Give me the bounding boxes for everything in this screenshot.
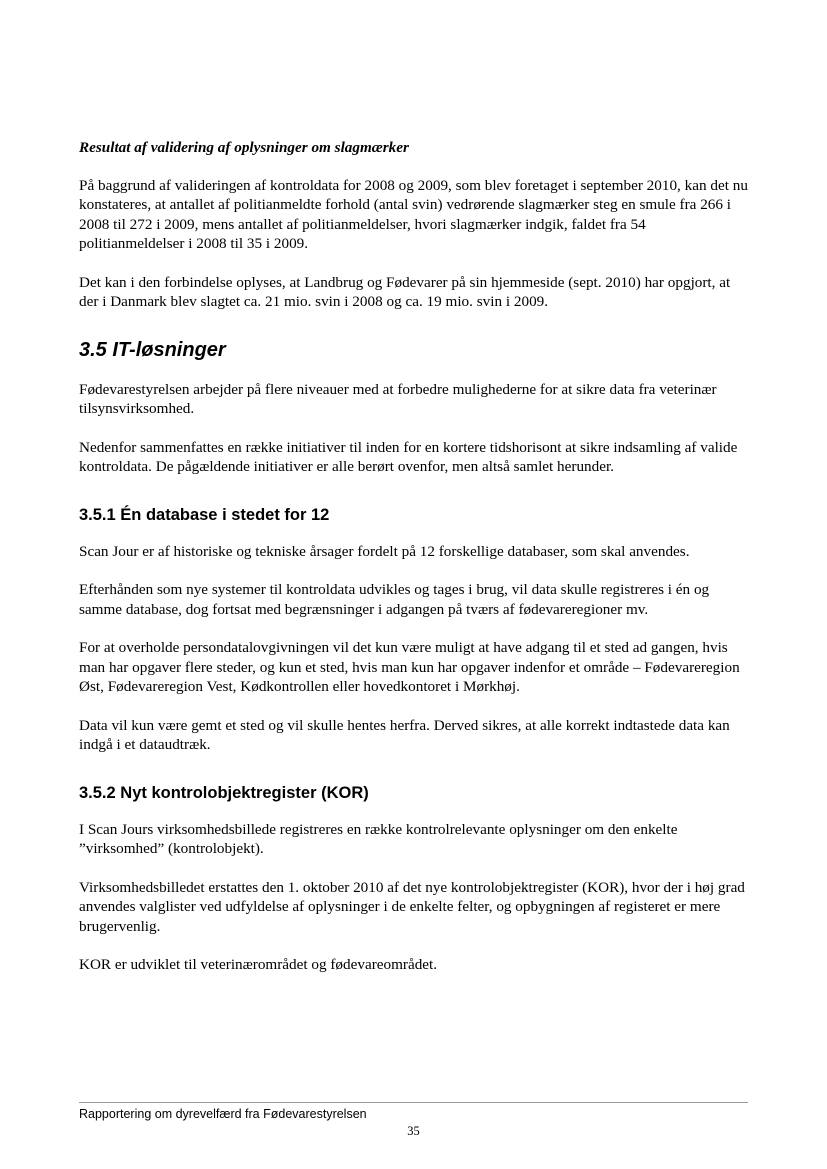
footer-text: Rapportering om dyrevelfærd fra Fødevarestyrelsen bbox=[79, 1107, 367, 1121]
section-3-5-2-paragraph-1: I Scan Jours virksomhedsbillede registreres en række kontrolrelevante oplysninger om den enkelte ”virksomhed” (kontrolobjekt). bbox=[79, 820, 678, 857]
intro-paragraph-2: Det kan i den forbindelse oplyses, at Landbrug og Fødevarer på sin hjemmeside (sept. 2010) har opgjort, at der i Danmark blev slagtet ca. 21 mio. svin i 2008 og ca. 19 mio. svin i 2009. bbox=[79, 273, 731, 310]
section-heading-3-5-2: 3.5.2 Nyt kontrolobjektregister (KOR) bbox=[79, 783, 369, 802]
section-3-5-1-paragraph-2: Efterhånden som nye systemer til kontroldata udvikles og tages i brug, vil data skulle registreres i én og samme database, dog fortsat med begrænsninger i adgangen på tværs af fødevareregioner mv. bbox=[79, 581, 710, 618]
intro-paragraph-1: På baggrund af valideringen af kontroldata for 2008 og 2009, som blev foretaget i september 2010, kan det nu konstateres, at antallet af politianmeldte forhold (antal svin) vedrørende slagmærker steg en smule fra 266 i 2008 til 272 i 2009, mens antallet af politianmeldelser, hvori slagmærker indgik, faldet fra 54 politianmeldelser i 2008 til 35 i 2009. bbox=[79, 176, 748, 252]
section-3-5-2-paragraph-2: Virksomhedsbilledet erstattes den 1. oktober 2010 af det nye kontrolobjektregister (KOR), hvor der i høj grad anvendes valglister ved udfyldelse af oplysninger i de enkelte felter, og opbygningen af registeret er mere brugervenlig. bbox=[79, 878, 745, 935]
page-content bbox=[79, 138, 751, 994]
section-heading-3-5: 3.5 IT-løsninger bbox=[79, 338, 226, 361]
lead-title: Resultat af validering af oplysninger om slagmærker bbox=[79, 139, 409, 156]
page-number: 35 bbox=[407, 1124, 420, 1138]
page-footer bbox=[79, 1102, 748, 1122]
section-heading-3-5-1: 3.5.1 Én database i stedet for 12 bbox=[79, 505, 330, 524]
section-3-5-1-paragraph-3: For at overholde persondatalovgivningen vil det kun være muligt at have adgang til et sted ad gangen, hvis man har opgaver flere steder, og kun et sted, hvis man kun har opgaver indenfor et område – Fødevareregion Øst, Fødevareregion Vest, Kødkontrollen eller hovedkontoret i Mørkhøj. bbox=[79, 639, 740, 695]
section-3-5-1-paragraph-4: Data vil kun være gemt et sted og vil skulle hentes herfra. Derved sikres, at alle korrekt indtastede data kan indgå i et dataudtræk. bbox=[79, 716, 730, 753]
section-3-5-paragraph-2: Nedenfor sammenfattes en række initiativer til inden for en kortere tidshorisont at sikre indsamling af valide kontroldata. De pågældende initiativer er alle berørt ovenfor, men altså samlet herunder. bbox=[79, 438, 738, 475]
section-3-5-paragraph-1: Fødevarestyrelsen arbejder på flere niveauer med at forbedre mulighederne for at sikre data fra veterinær tilsynsvirksomhed. bbox=[79, 380, 717, 417]
section-3-5-1-paragraph-1: Scan Jour er af historiske og tekniske årsager fordelt på 12 forskellige databaser, som skal anvendes. bbox=[79, 542, 690, 560]
section-3-5-2-paragraph-3: KOR er udviklet til veterinærområdet og fødevareområdet. bbox=[79, 956, 438, 973]
